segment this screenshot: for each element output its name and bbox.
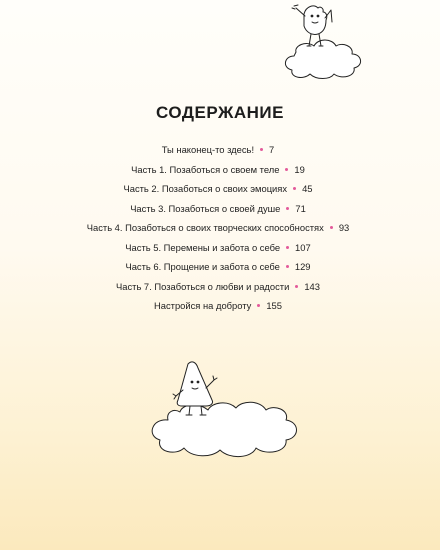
toc-entry-label: Часть 5. Перемены и забота о себе [125, 241, 281, 253]
toc-entry [0, 179, 440, 199]
bullet-icon [285, 168, 288, 171]
bullet-icon [295, 285, 298, 288]
toc-entry-page: 7 [269, 144, 275, 155]
toc-entry-page: 143 [304, 280, 320, 292]
toc-entry-label: Часть 1. Позаботься о своем теле [131, 163, 280, 175]
toc-entry [0, 140, 440, 160]
toc-entry [0, 257, 440, 277]
toc-entry-label: Ты наконец-то здесь! [161, 144, 255, 155]
toc-entry-page: 155 [266, 300, 282, 311]
toc-entry-page: 107 [295, 241, 311, 253]
toc-entry [0, 277, 440, 297]
toc-entry [0, 199, 440, 219]
toc-entry-page: 129 [294, 261, 311, 272]
bullet-icon [286, 207, 289, 210]
bullet-icon [293, 187, 296, 190]
bullet-icon [260, 148, 263, 151]
toc-entry-label: Часть 3. Позаботься о своей душе [130, 202, 281, 214]
toc-entry-label: Часть 6. Прощение и забота о себе [125, 261, 280, 272]
toc-entry-label: Настройся на доброту [153, 300, 252, 311]
bullet-icon [286, 265, 289, 268]
table-of-contents [0, 140, 440, 316]
toc-entry-label: Часть 2. Позаботься о своих эмоциях [123, 183, 288, 194]
toc-entry [0, 218, 440, 238]
top-cloud-character-illustration [278, 0, 368, 82]
toc-entry-page: 71 [295, 202, 306, 214]
bullet-icon [330, 226, 333, 229]
toc-entry-page: 19 [294, 163, 305, 175]
toc-entry [0, 296, 440, 316]
bottom-cloud-character-illustration [140, 352, 310, 464]
page-title: СОДЕРЖАНИЕ [156, 103, 284, 122]
toc-entry-label: Часть 7. Позаботься о любви и радости [116, 280, 290, 292]
toc-entry-label: Часть 4. Позаботься о своих творческих способностях [86, 222, 324, 233]
toc-entry [0, 238, 440, 258]
bullet-icon [286, 246, 289, 249]
toc-entry [0, 160, 440, 180]
toc-entry-page: 93 [338, 222, 350, 233]
bullet-icon [257, 304, 260, 307]
toc-entry-page: 45 [302, 183, 313, 194]
